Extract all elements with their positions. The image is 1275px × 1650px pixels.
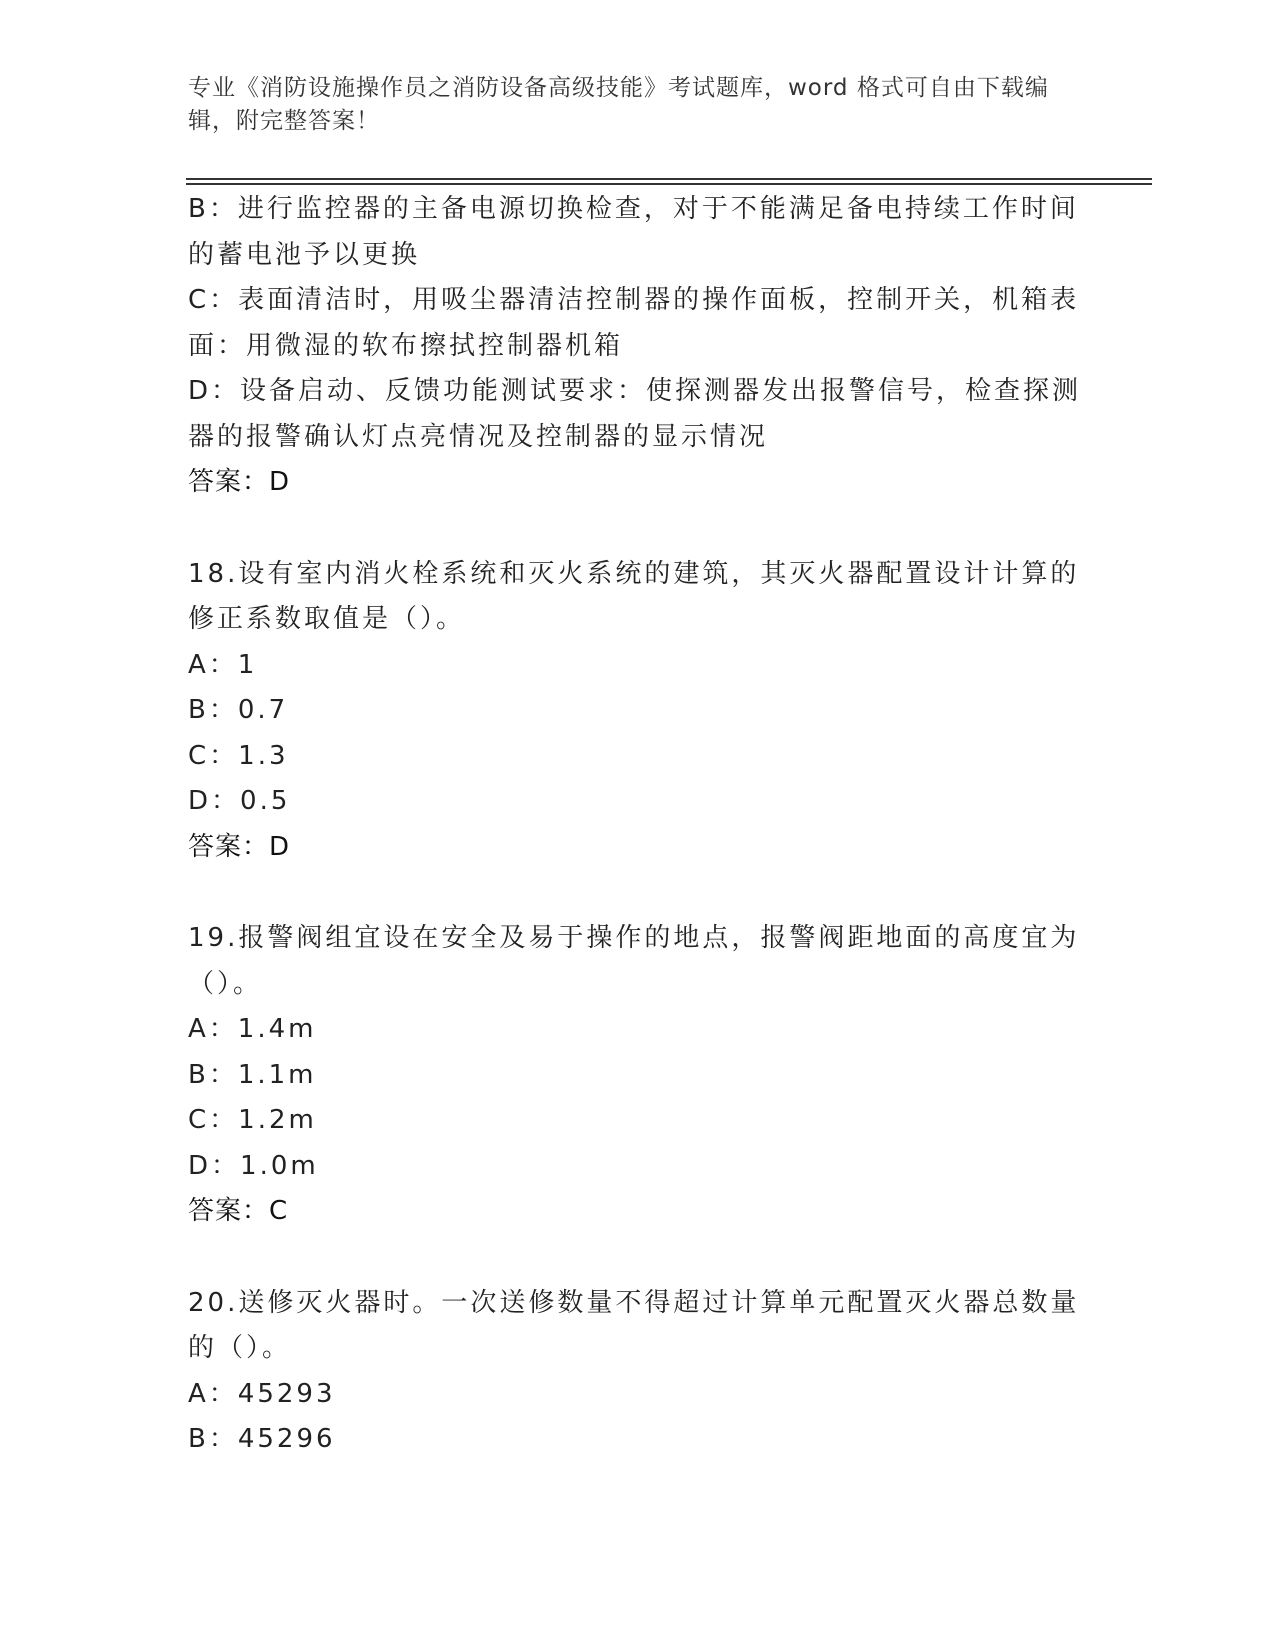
question-spacer <box>188 506 1078 552</box>
option-b: B：1.1m <box>188 1059 317 1090</box>
option-a: A：45293 <box>188 1378 336 1409</box>
option-a: A：1.4m <box>188 1014 317 1044</box>
option-d-text: D：设备启动、反馈功能测试要求：使探测器发出报警信号，检查探测 <box>188 376 1082 406</box>
option-d: D：1.0m <box>188 1150 319 1181</box>
option-c: C：1.3 <box>188 740 289 771</box>
option-b-text: 的蓄电池予以更换 <box>188 239 421 270</box>
question-stem: 20.送修灭火器时。一次送修数量不得超过计算单元配置灭火器总数量 <box>188 1287 1080 1318</box>
header-line: 辑，附完整答案！ <box>188 108 380 134</box>
header-line: 专业《消防设施操作员之消防设备高级技能》考试题库，word 格式可自由下载编 <box>188 75 1049 101</box>
option-c-text: 面：用微湿的软布擦拭控制器机箱 <box>188 330 624 361</box>
question-stem: 18.设有室内消火栓系统和灭火系统的建筑，其灭火器配置设计计算的 <box>188 558 1080 589</box>
option-d: D：0.5 <box>188 786 291 816</box>
document-header <box>188 72 1068 138</box>
header-divider <box>186 183 1152 185</box>
question-17-continuation <box>188 187 1082 506</box>
question-19 <box>188 916 1078 1235</box>
question-spacer <box>188 870 1078 916</box>
question-spacer <box>188 1235 1078 1281</box>
question-stem: 修正系数取值是（）。 <box>188 604 466 634</box>
answer-line: 答案：C <box>188 1196 289 1226</box>
question-list <box>188 187 1082 1463</box>
option-b: B：45296 <box>188 1424 336 1454</box>
question-stem: （）。 <box>188 968 263 999</box>
answer-line: 答案：D <box>188 467 291 497</box>
question-stem: 19.报警阀组宜设在安全及易于操作的地点，报警阀距地面的高度宜为 <box>188 923 1080 953</box>
option-d-text: 器的报警确认灯点亮情况及控制器的显示情况 <box>188 421 769 452</box>
option-b: B：0.7 <box>188 695 289 725</box>
option-c-text: C：表面清洁时，用吸尘器清洁控制器的操作面板，控制开关，机箱表 <box>188 285 1080 315</box>
answer-line: 答案：D <box>188 831 291 862</box>
header-divider <box>186 178 1152 180</box>
option-a: A：1 <box>188 649 258 680</box>
question-20 <box>188 1281 1078 1463</box>
option-b-text: B：进行监控器的主备电源切换检查，对于不能满足备电持续工作时间 <box>188 194 1079 224</box>
option-c: C：1.2m <box>188 1105 317 1135</box>
question-18 <box>188 552 1078 871</box>
question-stem: 的（）。 <box>188 1333 292 1363</box>
